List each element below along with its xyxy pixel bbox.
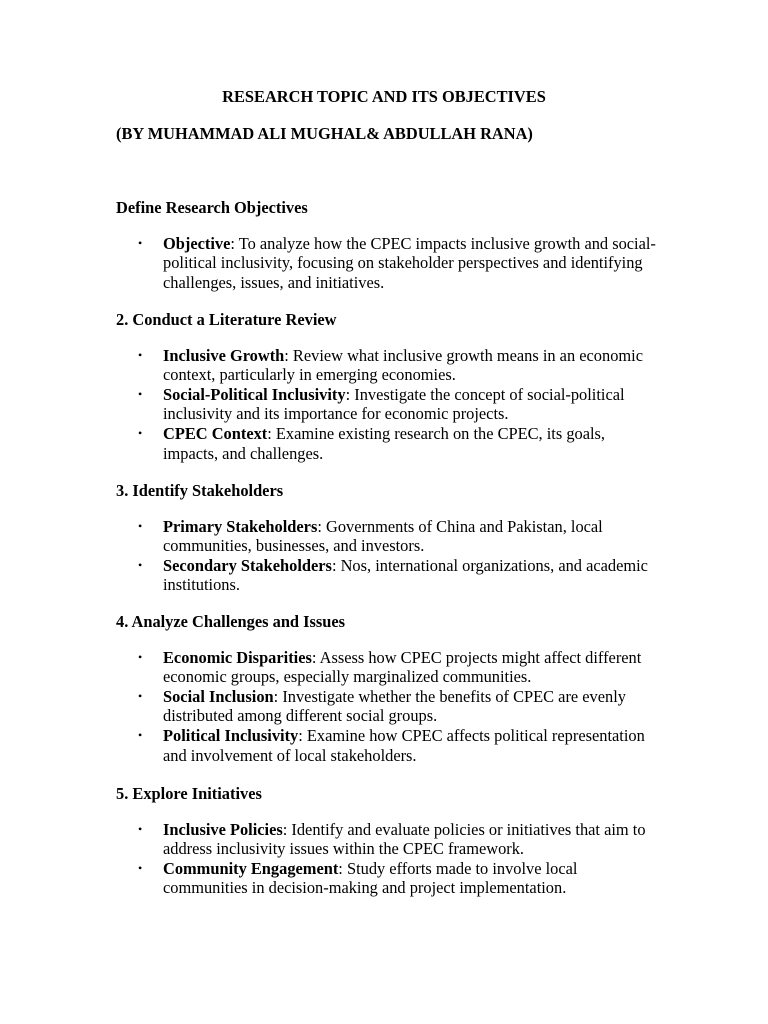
item-term: Inclusive Growth <box>163 345 285 365</box>
item-text: : Nos, international organizations, and academic institutions. <box>163 555 648 595</box>
section-heading: 5. Explore Initiatives <box>116 784 262 803</box>
bullet-list <box>116 820 661 898</box>
section-literature-review <box>116 310 661 463</box>
list-item <box>116 648 661 687</box>
item-term: Primary Stakeholders <box>163 516 318 536</box>
bullet-icon: • <box>138 518 143 533</box>
item-text: : Investigate whether the benefits of CPEC are evenly distributed among different social groups. <box>163 686 626 726</box>
item-term: Inclusive Policies <box>163 819 283 839</box>
bullet-icon: • <box>138 235 143 250</box>
section-heading: 3. Identify Stakeholders <box>116 481 284 500</box>
bullet-icon: • <box>138 649 143 664</box>
list-item <box>116 687 661 726</box>
item-term: Community Engagement <box>163 858 339 878</box>
list-item <box>116 556 661 595</box>
list-item <box>116 726 661 765</box>
item-term: Objective <box>163 233 231 253</box>
item-term: Social Inclusion <box>163 686 274 706</box>
bullet-list <box>116 648 661 766</box>
list-item <box>116 859 661 898</box>
bullet-icon: • <box>138 688 143 703</box>
bullet-list <box>116 517 661 595</box>
list-item <box>116 346 661 385</box>
item-term: Secondary Stakeholders <box>163 555 332 575</box>
item-term: Social-Political Inclusivity <box>163 384 346 404</box>
item-text: : Examine existing research on the CPEC, its goals, impacts, and challenges. <box>163 423 606 463</box>
document-title: RESEARCH TOPIC AND ITS OBJECTIVES <box>222 87 546 106</box>
bullet-icon: • <box>138 386 143 401</box>
section-heading: 4. Analyze Challenges and Issues <box>116 612 346 631</box>
item-text: : Investigate the concept of social-political inclusivity and its importance for economic projects. <box>163 384 625 424</box>
item-term: CPEC Context <box>163 423 268 443</box>
bullet-icon: • <box>138 821 143 836</box>
list-item <box>116 424 661 463</box>
item-text: : Examine how CPEC affects political representation and involvement of local stakeholders. <box>163 725 645 765</box>
item-text: : Governments of China and Pakistan, local communities, businesses, and investors. <box>163 516 603 556</box>
list-item <box>116 234 661 293</box>
bullet-list <box>116 346 661 464</box>
section-define-research-objectives <box>116 198 661 292</box>
list-item <box>116 820 661 859</box>
section-explore-initiatives <box>116 784 661 898</box>
item-text: : Study efforts made to involve local communities in decision-making and project implementation. <box>163 858 578 898</box>
bullet-icon: • <box>138 347 143 362</box>
section-challenges-and-issues <box>116 612 661 765</box>
section-heading: Define Research Objectives <box>116 198 308 217</box>
item-term: Political Inclusivity <box>163 725 299 745</box>
bullet-icon: • <box>138 557 143 572</box>
item-text: : To analyze how the CPEC impacts inclusive growth and social-political inclusivity, focusing on stakeholder perspectives and identifying challenges, issues, and initiatives. <box>163 233 656 292</box>
section-heading: 2. Conduct a Literature Review <box>116 310 337 329</box>
list-item <box>116 517 661 556</box>
bullet-icon: • <box>138 727 143 742</box>
item-text: : Review what inclusive growth means in an economic context, particularly in emerging economies. <box>163 345 643 385</box>
item-text: : Assess how CPEC projects might affect different economic groups, especially marginalized communities. <box>163 647 642 687</box>
bullet-icon: • <box>138 425 143 440</box>
item-term: Economic Disparities <box>163 647 312 667</box>
item-text: : Identify and evaluate policies or initiatives that aim to address inclusivity issues within the CPEC framework. <box>163 819 646 859</box>
section-identify-stakeholders <box>116 481 661 595</box>
bullet-icon: • <box>138 860 143 875</box>
list-item <box>116 385 661 424</box>
bullet-list <box>116 234 661 293</box>
document-byline: (BY MUHAMMAD ALI MUGHAL& ABDULLAH RANA) <box>116 124 533 143</box>
